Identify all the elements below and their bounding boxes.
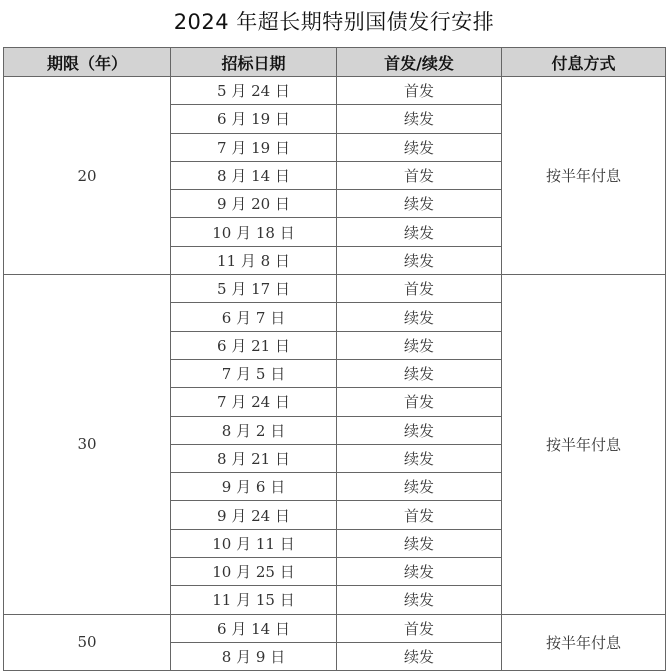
issue-type-cell: 首发 [337,161,502,189]
issue-type-cell: 续发 [337,331,502,359]
date-cell: 6 月 21 日 [171,331,337,359]
issue-type-cell: 首发 [337,614,502,642]
date-cell: 9 月 20 日 [171,190,337,218]
table-header-row [4,48,666,77]
date-cell: 9 月 24 日 [171,501,337,529]
issue-type-cell: 首发 [337,275,502,303]
date-cell: 5 月 24 日 [171,77,337,105]
issue-type-cell: 续发 [337,473,502,501]
issue-type-cell: 续发 [337,133,502,161]
issue-type-cell: 续发 [337,359,502,387]
date-cell: 11 月 15 日 [171,586,337,614]
table-row [4,614,666,642]
date-cell: 6 月 19 日 [171,105,337,133]
date-cell: 11 月 8 日 [171,246,337,274]
issue-type-cell: 续发 [337,303,502,331]
issuance-schedule-table [3,47,666,671]
issue-type-cell: 首发 [337,77,502,105]
date-cell: 7 月 5 日 [171,359,337,387]
date-cell: 6 月 14 日 [171,614,337,642]
issue-type-cell: 续发 [337,586,502,614]
issue-type-cell: 续发 [337,444,502,472]
date-cell: 8 月 2 日 [171,416,337,444]
table-body [4,77,666,671]
issue-type-cell: 续发 [337,416,502,444]
issue-type-cell: 续发 [337,642,502,670]
term-cell: 20 [4,77,171,275]
issue-type-cell: 续发 [337,105,502,133]
term-cell: 50 [4,614,171,671]
issue-type-cell: 续发 [337,190,502,218]
date-cell: 10 月 18 日 [171,218,337,246]
date-cell: 8 月 21 日 [171,444,337,472]
date-cell: 8 月 14 日 [171,161,337,189]
issue-type-cell: 首发 [337,388,502,416]
date-cell: 10 月 25 日 [171,558,337,586]
term-cell: 30 [4,275,171,615]
payment-method-cell: 按半年付息 [502,275,666,615]
table-row [4,275,666,303]
date-cell: 7 月 19 日 [171,133,337,161]
date-cell: 7 月 24 日 [171,388,337,416]
issue-type-cell: 续发 [337,246,502,274]
date-cell: 6 月 7 日 [171,303,337,331]
header-payment: 付息方式 [502,48,666,77]
issue-type-cell: 续发 [337,558,502,586]
payment-method-cell: 按半年付息 [502,77,666,275]
issue-type-cell: 续发 [337,529,502,557]
date-cell: 10 月 11 日 [171,529,337,557]
header-term: 期限（年） [4,48,171,77]
date-cell: 9 月 6 日 [171,473,337,501]
payment-method-cell: 按半年付息 [502,614,666,671]
issue-type-cell: 续发 [337,218,502,246]
date-cell: 5 月 17 日 [171,275,337,303]
table-row [4,77,666,105]
issue-type-cell: 首发 [337,501,502,529]
header-date: 招标日期 [171,48,337,77]
header-type: 首发/续发 [337,48,502,77]
date-cell: 8 月 9 日 [171,642,337,670]
document-title: 2024 年超长期特别国债发行安排 [173,10,495,34]
